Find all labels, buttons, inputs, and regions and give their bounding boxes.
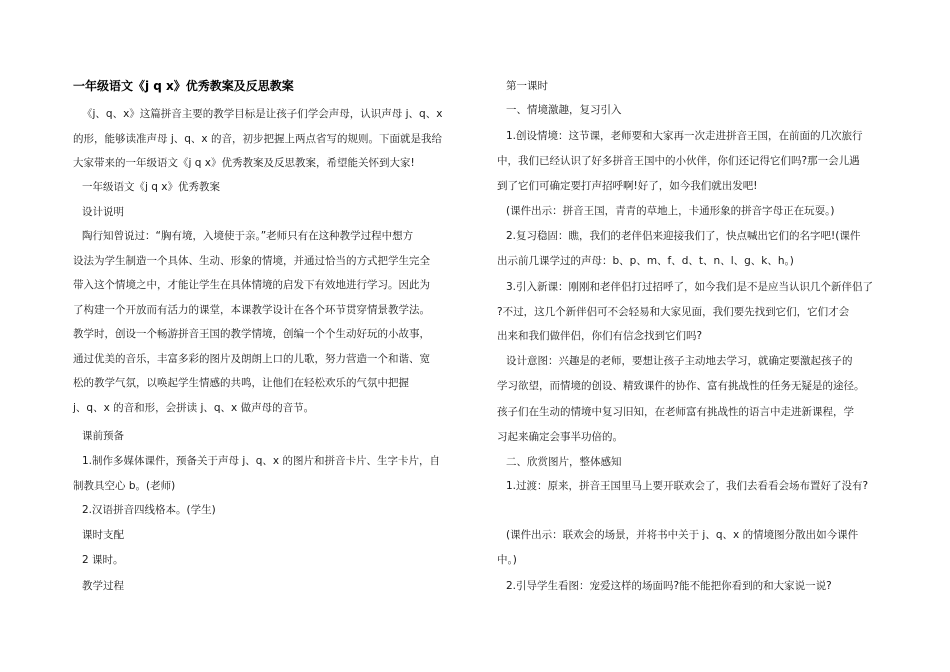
text-line: 松的教学气氛，以唤起学生情感的共鸣，让他们在轻松欢乐的气氛中把握 [73,377,409,389]
page-title: 一年级语文《j q x》优秀教案及反思教案 [73,79,294,93]
text-line: (课件出示：拼音王国，青青的草地上，卡通形象的拼音字母正在玩耍。) [506,205,835,217]
text-line: ?不过，这几个新伴侣可不会轻易和大家见面，我们要先找到它们，它们才会 [497,306,850,318]
text-line: 1.制作多媒体课件，预备关于声母 j、q、x 的图片和拼音卡片、生字卡片，自 [82,455,440,467]
section-heading: 一、情境激趣，复习引入 [506,104,622,116]
text-line: 中。) [497,554,517,566]
section-heading: 教学过程 [82,580,124,592]
text-line: 教学时，创设一个畅游拼音王国的教学情境，创编一个个生动好玩的小故事， [73,328,430,340]
text-line: 通过优美的音乐，丰富多彩的图片及朗朗上口的儿歌，努力营造一个和谐、宽 [73,353,430,365]
text-line: 学习欲望，而情境的创设、精致课件的协作、富有挑战性的任务无疑是的途径。 [497,380,865,392]
text-line: 了构建一个开放而有活力的课堂，本课教学设计在各个环节贯穿情景教学法。 [73,304,430,316]
text-line: 3.引入新课：刚刚和老伴侣打过招呼了，如今我们是不是应当认识几个新伴侣了 [506,281,874,293]
text-line: 的形，能够读准声母 j、q、x 的音，初步把握上两点省写的规则。下面就是我给 [73,133,442,145]
text-line: 2 课时。 [82,554,124,566]
text-line: 2.复习稳固：瞧，我们的老伴侣来迎接我们了，快点喊出它们的名字吧!(课件 [506,230,861,242]
text-line: 1.过渡：原来，拼音王国里马上要开联欢会了，我们去看看会场布置好了没有? [506,480,869,492]
text-line: 孩子们在生动的情境中复习旧知，在老师富有挑战性的语言中走进新课程，学 [497,406,854,418]
section-heading: 课前预备 [82,430,124,442]
text-line: j、q、x 的音和形，会拼读 j、q、x 做声母的音节。 [73,402,315,414]
text-line: 带入这个情境之中，才能让学生在具体情境的启发下有效地进行学习。因此为 [73,279,430,291]
text-line: 制教具空心 b。(老师) [73,480,176,492]
text-line: 一年级语文《j q x》优秀教案 [82,181,220,193]
text-line: 《j、q、x》这篇拼音主要的教学目标是让孩子们学会声母，认识声母 j、q、x [82,108,443,120]
text-line: 设计意图：兴趣是的老师，要想让孩子主动地去学习，就确定要激起孩子的 [506,355,853,367]
text-line: (课件出示：联欢会的场景，并将书中关于 j、q、x 的情境图分散出如今课件 [506,529,859,541]
text-line: 2.汉语拼音四线格本。(学生) [82,504,216,516]
text-line: 2.引导学生看图：宠爱这样的场面吗?能不能把你看到的和大家说一说? [506,580,832,592]
section-heading: 设计说明 [82,206,124,218]
text-line: 陶行知曾说过：“胸有境，入境使于亲。”老师只有在这种教学过程中想方 [82,230,414,242]
text-line: 习起来确定会事半功倍的。 [497,431,623,443]
text-line: 出来和我们做伴侣，你们有信念找到它们吗? [497,330,703,342]
text-line: 到了它们可确定要打声招呼啊!好了，如今我们就出发吧! [497,180,758,192]
text-line: 大家带来的一年级语文《j q x》优秀教案及反思教案，希望能关怀到大家! [73,157,415,169]
text-line: 出示前几课学过的声母：b、p、m、f、d、t、n、l、g、k、h。) [497,255,794,267]
section-heading: 课时支配 [82,529,124,541]
section-heading: 二、欣赏图片，整体感知 [506,456,622,468]
text-line: 1.创设情境：这节课，老师要和大家再一次走进拼音王国，在前面的几次旅行 [506,130,863,142]
section-heading: 第一课时 [506,80,548,92]
text-line: 设法为学生制造一个具体、生动、形象的情境，并通过恰当的方式把学生完全 [73,255,430,267]
text-line: 中，我们已经认识了好多拼音王国中的小伙伴，你们还记得它们吗?那一会儿遇 [497,155,860,167]
